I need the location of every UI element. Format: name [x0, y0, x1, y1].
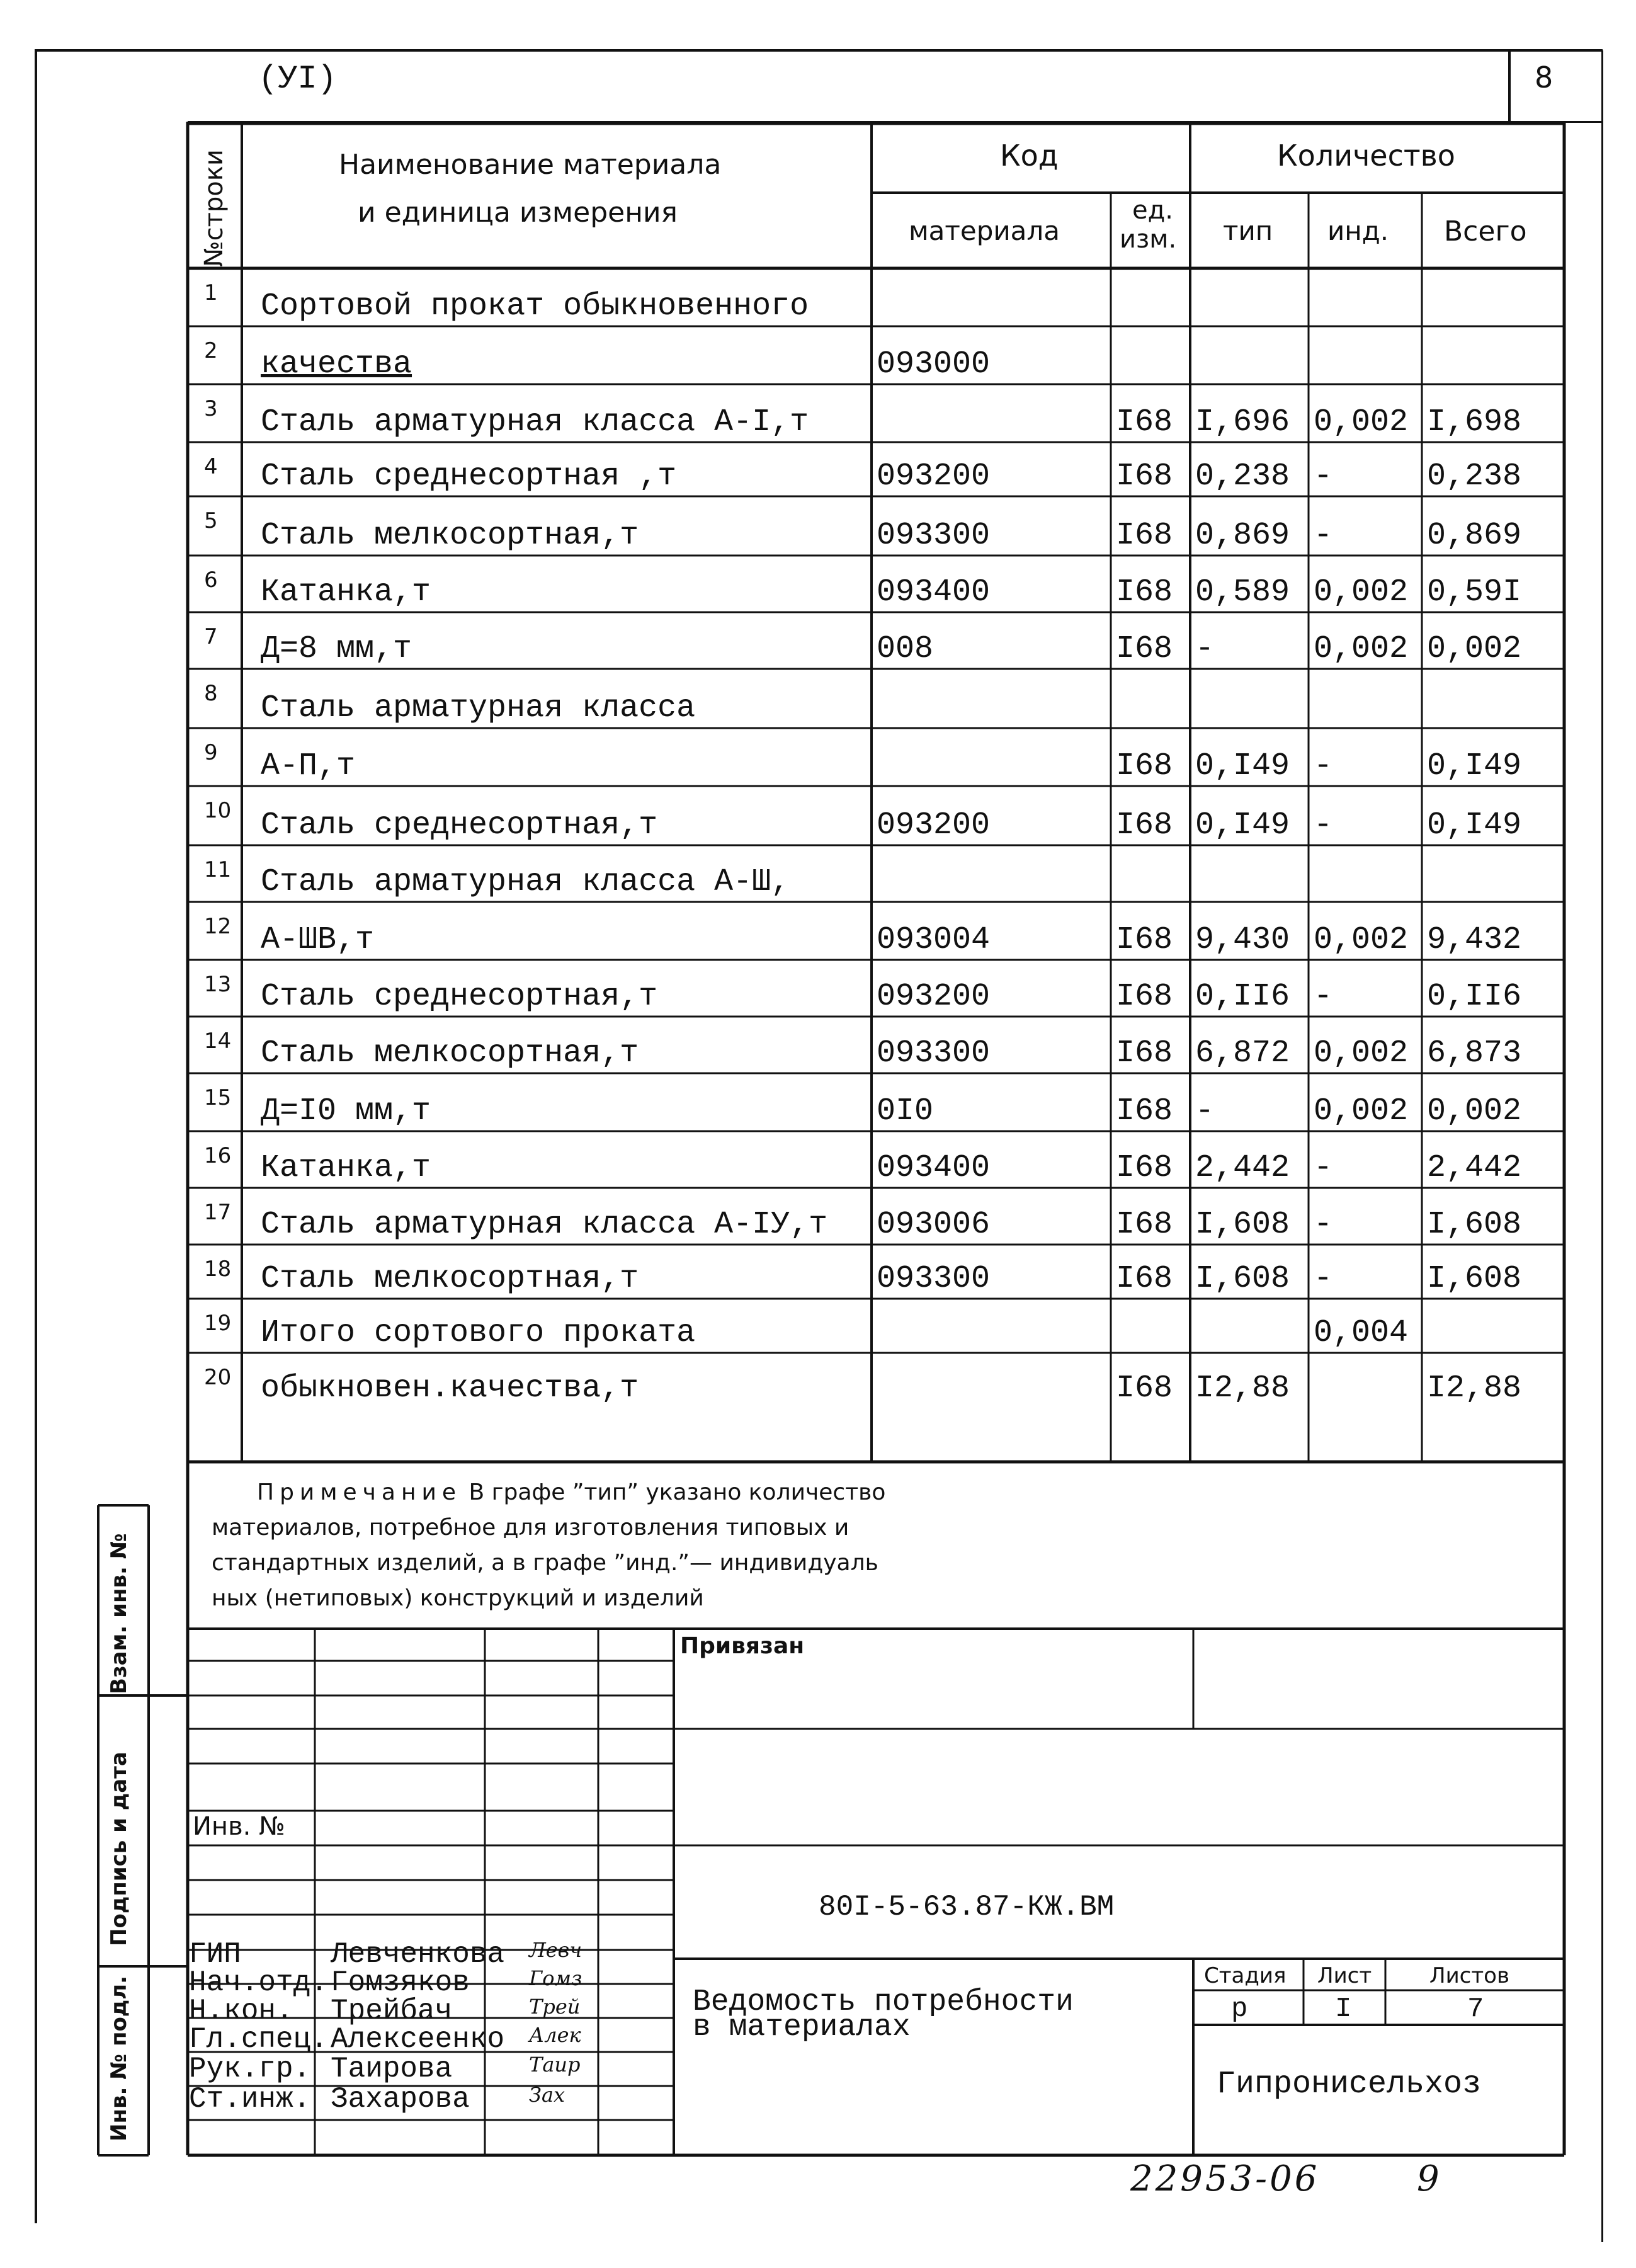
- row-number-header: №строки: [200, 149, 229, 267]
- table-row: [188, 1299, 1564, 1353]
- footer-page: 9: [1417, 2158, 1440, 2199]
- document-title-line1: Ведомость потребности: [693, 1985, 1074, 2019]
- cell-n: 18: [204, 1257, 232, 1282]
- note-label: Примечание: [257, 1479, 462, 1505]
- cell-name: Сталь среднесортная,т: [261, 807, 658, 843]
- cell-total: 0,002: [1427, 631, 1522, 667]
- inv-no-label: Инв. №: [193, 1812, 285, 1841]
- table-row: [188, 1188, 1564, 1245]
- note-line4: ных (нетиповых) конструкций и изделий: [212, 1585, 704, 1611]
- cell-n: 6: [204, 567, 218, 593]
- cell-total: 0,I49: [1427, 807, 1522, 843]
- cell-n: 17: [204, 1200, 232, 1225]
- cell-ind: 0,002: [1314, 1093, 1409, 1129]
- cell-total: 0,I49: [1427, 748, 1522, 784]
- cell-tip: I2,88: [1195, 1370, 1290, 1406]
- cell-code: 093200: [877, 979, 991, 1015]
- signatory-name: Трейбач: [331, 1995, 453, 2027]
- cell-tip: 2,442: [1195, 1150, 1290, 1186]
- frame-right-line: [1601, 50, 1603, 2242]
- table-row: [188, 496, 1564, 556]
- cell-ind: 0,002: [1314, 404, 1409, 440]
- cell-tip: 0,589: [1195, 574, 1290, 610]
- signatory-role: Ст.инж.: [189, 2083, 311, 2116]
- signatory-role: Н.кон.: [189, 1995, 293, 2027]
- cell-code: 093004: [877, 922, 991, 958]
- signatory-role: ГИП: [189, 1938, 241, 1971]
- cell-tip: 9,430: [1195, 922, 1290, 958]
- signature-date-label: Подпись и дата: [106, 1752, 132, 1946]
- cell-name: Сталь среднесортная,т: [261, 979, 658, 1015]
- frame-top-line: [35, 49, 1603, 52]
- table-row: [188, 1017, 1564, 1073]
- cell-name: обыкновен.качества,т: [261, 1370, 639, 1406]
- page-number: 8: [1535, 60, 1554, 94]
- cell-n: 16: [204, 1143, 232, 1168]
- signatory-role: Нач.отд.: [189, 1966, 328, 1999]
- cell-tip: I,696: [1195, 404, 1290, 440]
- cell-n: 15: [204, 1085, 232, 1110]
- table-row: [188, 442, 1564, 496]
- signatory-sign: Зах: [529, 2083, 565, 2107]
- document-title-line2: в материалах: [693, 2010, 911, 2044]
- table-row: [188, 1353, 1564, 1408]
- table-row: [188, 612, 1564, 669]
- section-label: (УI): [258, 60, 337, 98]
- cell-code: 093400: [877, 574, 991, 610]
- cell-ind: -: [1314, 1150, 1333, 1186]
- table-row: [188, 902, 1564, 960]
- cell-name: Д=I0 мм,т: [261, 1093, 431, 1129]
- table-row: [188, 845, 1564, 902]
- unit-header-line1: ед.: [1132, 196, 1173, 225]
- cell-code: 008: [877, 631, 934, 667]
- cell-total: I,608: [1427, 1261, 1522, 1297]
- cell-ind: 0,002: [1314, 631, 1409, 667]
- cell-total: 0,238: [1427, 459, 1522, 494]
- sheets-label: Листов: [1429, 1963, 1510, 1988]
- cell-tip: -: [1195, 631, 1215, 667]
- signatory-name: Алексеенко: [331, 2023, 505, 2056]
- frame-left-line: [35, 50, 37, 2223]
- cell-n: 2: [204, 338, 218, 363]
- cell-total: 0,002: [1427, 1093, 1522, 1129]
- cell-ind: -: [1314, 459, 1333, 494]
- cell-name: А-ШВ,т: [261, 922, 375, 958]
- cell-total: 0,869: [1427, 518, 1522, 554]
- cell-unit: I68: [1116, 1093, 1173, 1129]
- table-row: [188, 556, 1564, 612]
- cell-name: Катанка,т: [261, 1150, 431, 1186]
- cell-name: Сталь арматурная класса: [261, 690, 696, 726]
- cell-n: 8: [204, 681, 218, 706]
- signatory-role: Рук.гр.: [189, 2053, 311, 2085]
- cell-ind: 0,002: [1314, 574, 1409, 610]
- cell-unit: I68: [1116, 1370, 1173, 1406]
- table-row: [188, 1245, 1564, 1299]
- cell-n: 12: [204, 914, 232, 939]
- materials-table: [188, 123, 1564, 1611]
- signatory-name: Левченкова: [331, 1938, 505, 1971]
- cell-unit: I68: [1116, 574, 1173, 610]
- table-row: [188, 786, 1564, 845]
- note-text-1: В графе ”тип” указано количество: [469, 1479, 886, 1505]
- cell-code: 0I0: [877, 1093, 934, 1129]
- note-line3: стандартных изделий, а в графе ”инд.”— индивидуаль: [212, 1550, 878, 1576]
- cell-total: 0,II6: [1427, 979, 1522, 1015]
- cell-name: Сталь мелкосортная,т: [261, 518, 639, 554]
- cell-name: Сталь среднесортная ,т: [261, 459, 677, 494]
- cell-n: 11: [204, 857, 232, 882]
- cell-total: I,608: [1427, 1207, 1522, 1243]
- cell-code: 093400: [877, 1150, 991, 1186]
- cell-ind: -: [1314, 807, 1333, 843]
- cell-n: 14: [204, 1029, 232, 1054]
- cell-tip: 0,869: [1195, 518, 1290, 554]
- code-header: Код: [1000, 139, 1059, 173]
- cell-n: 20: [204, 1365, 232, 1390]
- page-number-box: [1508, 50, 1511, 122]
- cell-tip: 0,II6: [1195, 979, 1290, 1015]
- cell-total: 2,442: [1427, 1150, 1522, 1186]
- cell-unit: I68: [1116, 518, 1173, 554]
- cell-unit: I68: [1116, 1261, 1173, 1297]
- cell-ind: -: [1314, 518, 1333, 554]
- table-row: [188, 268, 1564, 326]
- cell-ind: -: [1314, 1207, 1333, 1243]
- note-line1: [257, 1481, 885, 1504]
- signatory-role: Гл.спец.: [189, 2023, 328, 2056]
- cell-tip: 0,I49: [1195, 807, 1290, 843]
- cell-unit: I68: [1116, 631, 1173, 667]
- privyazan-label: Привязан: [680, 1633, 805, 1659]
- cell-tip: 0,I49: [1195, 748, 1290, 784]
- cell-n: 10: [204, 798, 232, 823]
- unit-header-line2: изм.: [1120, 225, 1177, 254]
- cell-tip: I,608: [1195, 1207, 1290, 1243]
- cell-unit: I68: [1116, 922, 1173, 958]
- cell-code: 093200: [877, 459, 991, 494]
- ind-header: инд.: [1327, 215, 1389, 246]
- cell-unit: I68: [1116, 979, 1173, 1015]
- stage-label: Стадия: [1204, 1963, 1287, 1988]
- cell-tip: I,608: [1195, 1261, 1290, 1297]
- vzam-inv-label: Взам. инв. №: [106, 1533, 132, 1694]
- table-row: [188, 669, 1564, 728]
- table-row: [188, 326, 1564, 384]
- cell-tip: -: [1195, 1093, 1215, 1129]
- cell-ind: -: [1314, 748, 1333, 784]
- signatory-name: Захарова: [331, 2083, 470, 2116]
- cell-code: 093300: [877, 1035, 991, 1071]
- cell-code: 093300: [877, 518, 991, 554]
- signatory-name: Таирова: [331, 2053, 453, 2085]
- sheets-value: 7: [1467, 1993, 1484, 2025]
- signatory-sign: Алек: [529, 2023, 581, 2047]
- cell-code: 093200: [877, 807, 991, 843]
- cell-name: Сталь мелкосортная,т: [261, 1261, 639, 1297]
- cell-unit: I68: [1116, 1150, 1173, 1186]
- organization-name: Гипронисельхоз: [1217, 2066, 1482, 2102]
- cell-ind: -: [1314, 1261, 1333, 1297]
- cell-ind: 0,002: [1314, 922, 1409, 958]
- cell-n: 3: [204, 396, 218, 421]
- cell-ind: 0,004: [1314, 1315, 1409, 1351]
- cell-unit: I68: [1116, 404, 1173, 440]
- signatory-name: Гомзяков: [331, 1966, 470, 1999]
- inv-original-label: Инв. № подл.: [106, 1975, 132, 2141]
- cell-name: Сталь арматурная класса А-Ш,: [261, 864, 790, 900]
- quantity-header: Количество: [1277, 139, 1455, 173]
- stage-value: р: [1231, 1993, 1248, 2025]
- cell-name: Д=8 мм,т: [261, 631, 412, 667]
- cell-code: 093000: [877, 346, 991, 382]
- signatory-sign: Таир: [529, 2053, 581, 2077]
- cell-ind: -: [1314, 979, 1333, 1015]
- cell-name: Сортовой прокат обыкновенного: [261, 288, 809, 324]
- cell-n: 13: [204, 972, 232, 997]
- signatory-sign: Гомз: [529, 1966, 582, 1990]
- cell-total: 0,59I: [1427, 574, 1522, 610]
- material-code-header: материала: [909, 215, 1060, 246]
- total-header: Всего: [1444, 215, 1527, 248]
- table-row: [188, 960, 1564, 1017]
- sheet-value: I: [1335, 1993, 1352, 2025]
- cell-unit: I68: [1116, 459, 1173, 494]
- cell-name: Сталь арматурная класса А-I,т: [261, 404, 809, 440]
- note-line2: материалов, потребное для изготовления типовых и: [212, 1515, 849, 1541]
- archive-number: 22953-06: [1130, 2158, 1320, 2199]
- cell-tip: 6,872: [1195, 1035, 1290, 1071]
- cell-total: 6,873: [1427, 1035, 1522, 1071]
- cell-n: 5: [204, 508, 218, 533]
- cell-unit: I68: [1116, 807, 1173, 843]
- table-row: [188, 728, 1564, 786]
- signatory-sign: Трей: [529, 1995, 581, 2019]
- cell-name: Итого сортового проката: [261, 1315, 696, 1351]
- cell-total: I,698: [1427, 404, 1522, 440]
- cell-total: I2,88: [1427, 1370, 1522, 1406]
- cell-unit: I68: [1116, 1207, 1173, 1243]
- cell-name: качества: [261, 346, 412, 382]
- cell-unit: I68: [1116, 748, 1173, 784]
- name-header-line1: Наименование материала: [339, 149, 722, 181]
- cell-ind: 0,002: [1314, 1035, 1409, 1071]
- table-row: [188, 1131, 1564, 1188]
- cell-code: 093006: [877, 1207, 991, 1243]
- cell-name: Катанка,т: [261, 574, 431, 610]
- document-code: 80I-5-63.87-КЖ.ВМ: [819, 1891, 1115, 1923]
- cell-total: 9,432: [1427, 922, 1522, 958]
- cell-code: 093300: [877, 1261, 991, 1297]
- cell-n: 7: [204, 624, 218, 649]
- cell-name: Сталь мелкосортная,т: [261, 1035, 639, 1071]
- cell-n: 4: [204, 454, 218, 479]
- cell-tip: 0,238: [1195, 459, 1290, 494]
- cell-n: 9: [204, 740, 218, 765]
- cell-unit: I68: [1116, 1035, 1173, 1071]
- type-header: тип: [1223, 215, 1273, 246]
- name-header-line2: и единица измерения: [358, 197, 678, 229]
- cell-name: Сталь арматурная класса А-IУ,т: [261, 1207, 828, 1243]
- signatory-sign: Левч: [529, 1938, 582, 1962]
- sheet-label: Лист: [1317, 1963, 1372, 1988]
- table-row: [188, 1073, 1564, 1131]
- table-row: [188, 384, 1564, 442]
- cell-n: 1: [204, 280, 218, 305]
- cell-name: А-П,т: [261, 748, 356, 784]
- cell-n: 19: [204, 1311, 232, 1336]
